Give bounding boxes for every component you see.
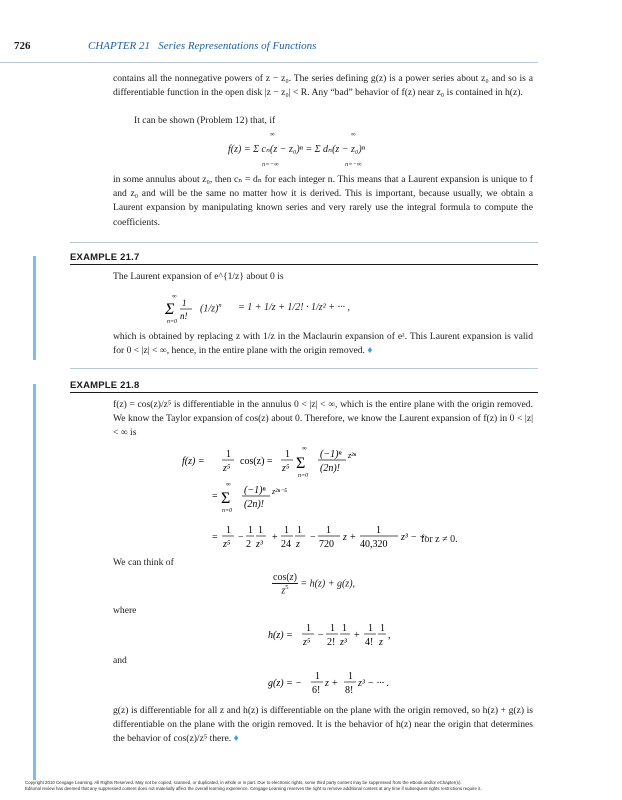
svg-text:1: 1 <box>342 623 347 634</box>
svg-text:z⁵: z⁵ <box>282 463 290 474</box>
svg-text:1: 1 <box>330 623 335 634</box>
closing-body: g(z) is differentiable for all z and h(z) is differentiable on the plane with the origin removed, so h(z) + g(z) is differentiable on the plane with the origin removed. It is the behavior of h(z) near the origin that determines the behavior of cos(z)/z⁵ there. <box>113 705 533 745</box>
end-of-example-diamond-icon-2: ♦ <box>233 733 239 745</box>
svg-text:1: 1 <box>348 671 353 682</box>
example-heading-rule <box>70 264 538 265</box>
intro-paragraph: contains all the nonnegative powers of z − z₀. The series defining g(z) is a power series about z₀ and so is a differentiable function in the open disk |z − z₀| < R. Any “bad” behavior of f(z) near z₀ is contained in h(z). <box>113 73 533 99</box>
chapter-label: CHAPTER 21 <box>88 40 151 52</box>
eq1-sum1-lower: n=−∞ <box>262 161 279 168</box>
summation-sign-icon <box>164 292 204 324</box>
svg-text:1: 1 <box>226 449 231 460</box>
decomposition-equation: $\frac{\cos(z)}{z^5}$ = h(z) + g(z), <box>273 572 356 597</box>
svg-text:1: 1 <box>326 525 331 536</box>
and-text: and <box>113 655 127 666</box>
svg-text:n=0: n=0 <box>167 319 178 324</box>
svg-text:−: − <box>310 532 316 543</box>
svg-text:+: + <box>354 630 360 641</box>
svg-text:24: 24 <box>281 539 291 550</box>
eq1-sum2-upper: ∞ <box>351 131 356 138</box>
uniqueness-paragraph: in some annulus about z₀, then cₙ = dₙ for each integer n. This means that a Laurent expansion is unique to f and z₀ and will be the same no matter how it is derived. This is important, because usually, we obtain a Laurent expansion by manipulating known series and very rarely use the integral formula to compute the coefficients. <box>113 174 533 228</box>
svg-text:z⁵: z⁵ <box>223 463 231 474</box>
svg-text:n=0: n=0 <box>298 473 309 479</box>
svg-text:(−1)ⁿ: (−1)ⁿ <box>244 485 266 496</box>
svg-text:−: − <box>318 630 324 641</box>
svg-text:f(z) =: f(z) = <box>182 456 205 467</box>
svg-text:z³ − ···: z³ − ··· <box>401 532 428 543</box>
svg-text:6!: 6! <box>312 685 321 696</box>
svg-text:∞: ∞ <box>302 445 307 452</box>
svg-text:z +: z + <box>325 678 339 689</box>
svg-text:=: = <box>212 491 218 502</box>
chapter-title: Series Representations of Functions <box>158 40 317 52</box>
svg-text:720: 720 <box>319 539 334 550</box>
svg-text:1: 1 <box>248 525 253 536</box>
svg-text:n=0: n=0 <box>222 508 233 514</box>
svg-text:2!: 2! <box>327 637 336 648</box>
svg-text:z²ⁿ: z²ⁿ <box>348 451 357 460</box>
chapter-heading <box>88 40 316 52</box>
svg-text:cos(z) =: cos(z) = <box>240 456 273 467</box>
svg-text:z³ − ··· .: z³ − ··· . <box>358 678 390 689</box>
svg-text:+: + <box>272 532 278 543</box>
example-21-7-text <box>113 330 533 358</box>
svg-text:Σ: Σ <box>165 301 175 318</box>
h-definition <box>262 618 422 652</box>
svg-text:(2n)!: (2n)! <box>244 499 264 510</box>
example-21-8-heading: EXAMPLE 21.8 <box>70 380 140 391</box>
think-of-text: We can think of <box>113 557 174 568</box>
svg-text:,: , <box>388 630 391 641</box>
svg-text:40,320: 40,320 <box>360 539 388 550</box>
intro-lead-text: It can be shown (Problem 12) that, if <box>134 115 276 126</box>
header-rule <box>0 62 538 63</box>
eq1-body: f(z) = Σ cₙ(z − z₀)ⁿ = Σ dₙ(z − z₀)ⁿ <box>228 144 365 155</box>
where-text: where <box>113 605 137 616</box>
eq1-sum1-upper: ∞ <box>270 131 275 138</box>
svg-text:g(z) = −: g(z) = − <box>268 678 303 689</box>
section-divider-2 <box>70 368 538 369</box>
copyright-footer <box>25 780 610 792</box>
laurent-exp-rhs: = 1 + 1/z + 1/2! · 1/z² + ··· , <box>238 302 350 313</box>
svg-text:1: 1 <box>380 623 385 634</box>
g-definition <box>262 666 412 700</box>
svg-text:n!: n! <box>180 311 188 321</box>
svg-text:z⁵: z⁵ <box>303 637 311 648</box>
svg-text:1: 1 <box>306 623 311 634</box>
nonzero-condition: for z ≠ 0. <box>421 534 458 545</box>
svg-text:1: 1 <box>182 298 187 308</box>
example-21-7-heading: EXAMPLE 21.7 <box>70 252 140 263</box>
svg-text:=: = <box>212 532 218 543</box>
svg-text:z⁵: z⁵ <box>223 539 231 550</box>
example-sidebar-2 <box>33 384 36 780</box>
closing-paragraph <box>113 704 533 747</box>
svg-text:1: 1 <box>258 525 263 536</box>
svg-text:z +: z + <box>343 532 357 543</box>
svg-text:−: − <box>238 532 244 543</box>
svg-text:z³: z³ <box>256 539 263 550</box>
svg-text:z³: z³ <box>340 637 347 648</box>
example-21-8-intro: f(z) = cos(z)/z⁵ is differentiable in the annulus 0 < |z| < ∞, which is the entire plane with the origin removed. We know the Taylor expansion of cos(z) about 0. Therefore, we know the Laurent expansion of f(z) in 0 < |z| < ∞ is <box>113 399 533 439</box>
svg-text:1: 1 <box>285 449 290 460</box>
svg-text:1: 1 <box>297 525 302 536</box>
eq1-sum2-lower: n=−∞ <box>345 161 362 168</box>
example-heading-rule-2 <box>70 392 538 393</box>
svg-text:8!: 8! <box>345 685 354 696</box>
svg-text:4!: 4! <box>365 637 374 648</box>
page-number: 726 <box>14 40 31 52</box>
svg-text:(2n)!: (2n)! <box>320 463 340 474</box>
example-21-7-body: which is obtained by replacing z with 1/z in the Maclaurin expansion of eᶻ. This Laurent expansion is valid for 0 < |z| < ∞, hence, in the entire plane with the origin removed. <box>113 331 533 357</box>
svg-text:Σ: Σ <box>221 490 231 507</box>
svg-text:1: 1 <box>368 623 373 634</box>
svg-text:z: z <box>296 539 300 550</box>
svg-text:1: 1 <box>226 525 231 536</box>
svg-text:∞: ∞ <box>172 293 177 300</box>
svg-text:1: 1 <box>376 525 381 536</box>
svg-text:z²ⁿ⁻⁵: z²ⁿ⁻⁵ <box>272 487 288 496</box>
svg-text:∞: ∞ <box>226 481 231 488</box>
decomposition-rhs: = h(z) + g(z), <box>300 578 356 590</box>
example-21-7-intro: The Laurent expansion of e^{1/z} about 0 is <box>113 271 284 282</box>
svg-text:1: 1 <box>284 525 289 536</box>
cos-laurent-derivation <box>160 444 520 554</box>
svg-text:2: 2 <box>246 539 251 550</box>
copyright-line-2: Editorial review has deemed that any suppressed content does not materially affect the overall learning experience. Cengage Learning reserves the right to remove additional content at any time if subsequent rights restrictions require it. <box>25 786 482 791</box>
svg-text:(−1)ⁿ: (−1)ⁿ <box>320 449 342 460</box>
end-of-example-diamond-icon: ♦ <box>367 345 373 357</box>
svg-text:z: z <box>379 637 383 648</box>
svg-text:h(z) =: h(z) = <box>268 630 293 641</box>
svg-text:Σ: Σ <box>296 455 306 472</box>
svg-text:1: 1 <box>315 671 320 682</box>
example-sidebar <box>33 256 36 360</box>
copyright-line-1: Copyright 2010 Cengage Learning. All Rights Reserved. May not be copied, scanned, or duplicated, in whole or in part. Due to electronic rights, some third party content may be suppressed from the eBook and/or eChapter(s). <box>25 780 462 785</box>
section-divider <box>70 242 538 243</box>
